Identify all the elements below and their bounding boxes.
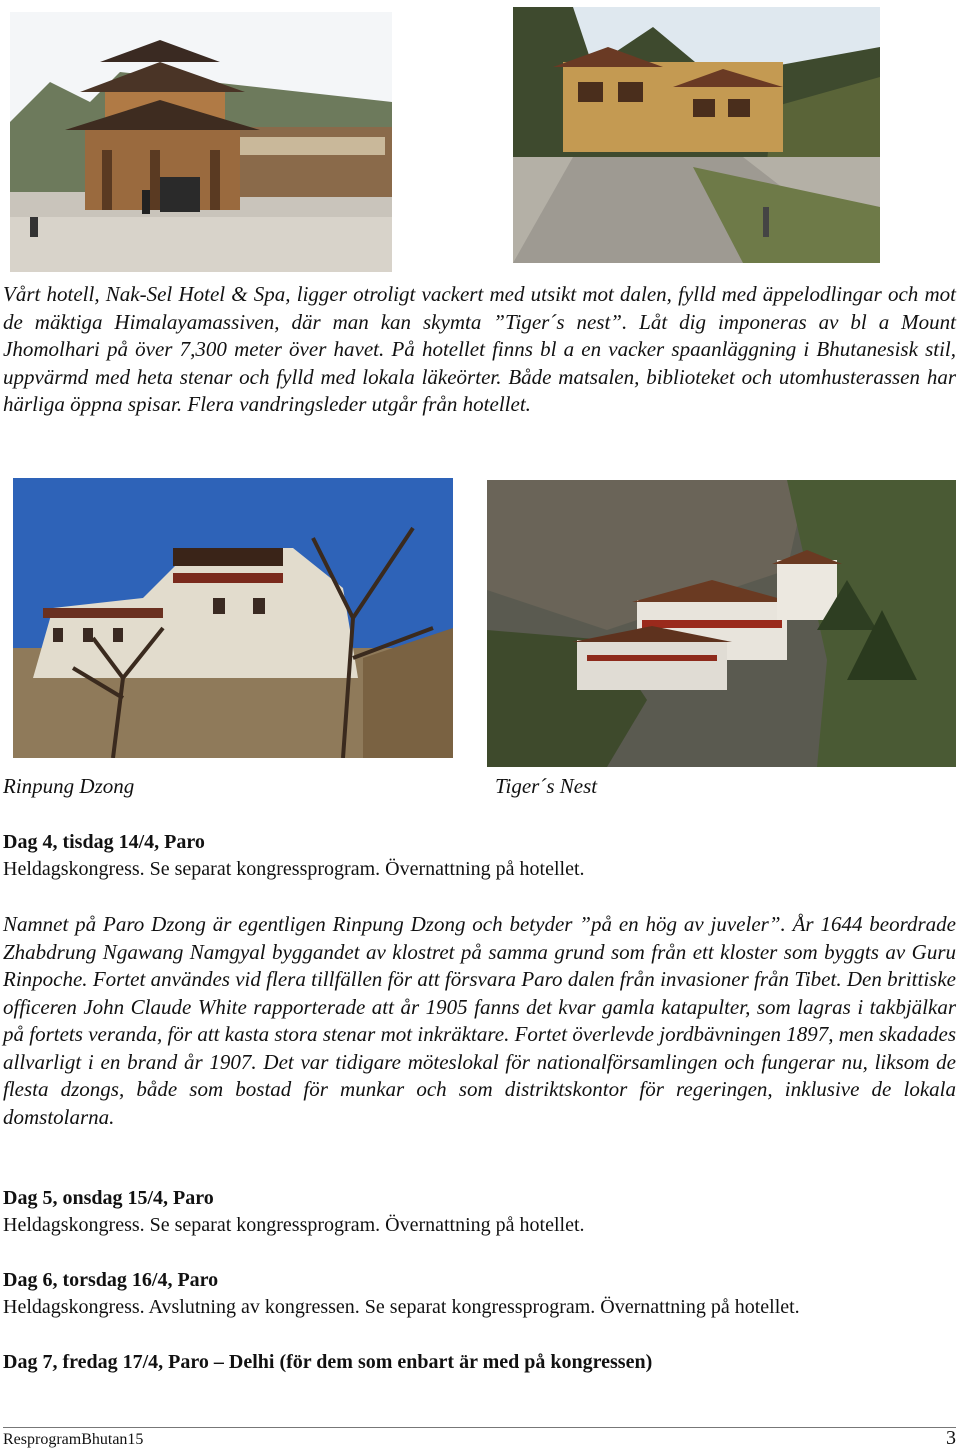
paro-dzong-history-paragraph: Namnet på Paro Dzong är egentligen Rinpung Dzong och betyder ”på en hög av juveler”. År 1644 beordrade Zhabdrung Ngawang Namgyal byggandet av klostret på samma grund som från ett kloster som byggts av Guru Rinpoche. Fortet användes vid flera tillfällen för att försvara Paro dalen från invasioner från Tibet. Den brittiske officeren John Claude White rapporterade att år 1905 fanns det kvar gamla katapulter, som lagras i takbjälkar på fortets veranda, för att kasta stora stenar mot inkräktare. Fortet överlevde jordbävningen 1897, men skadades allvarligt i en brand år 1907. Det var tidigare möteslokal för nationalförsamlingen och fungerar nu, liksom de flesta dzongs, både som bostad för munkar och som distriktskontor för regeringen, inklusive de lokala domstolarna.: [3, 912, 956, 1129]
day5-heading: Dag 5, onsdag 15/4, Paro: [3, 1187, 214, 1209]
rinpung-dzong-photo: [13, 478, 453, 758]
day5-text: Heldagskongress. Se separat kongressprogram. Övernattning på hotellet.: [3, 1214, 585, 1236]
tigers-nest-caption: Tiger´s Nest: [495, 774, 598, 798]
rinpung-dzong-caption: Rinpung Dzong: [3, 774, 135, 798]
day6-text: Heldagskongress. Avslutning av kongressen. Se separat kongressprogram. Övernattning på hotellet.: [3, 1296, 800, 1318]
day4-heading: Dag 4, tisdag 14/4, Paro: [3, 831, 205, 853]
hotel-exterior-photo: [513, 7, 880, 263]
footer-divider: [3, 1427, 956, 1428]
day4-text: Heldagskongress. Se separat kongressprogram. Övernattning på hotellet.: [3, 858, 585, 880]
footer-document-name: ResprogramBhutan15: [3, 1431, 144, 1448]
tigers-nest-photo: [487, 480, 956, 767]
hotel-description-paragraph: Vårt hotell, Nak-Sel Hotel & Spa, ligger otroligt vackert med utsikt mot dalen, fylld med äppelodlingar och mot de mäktiga Himalayamassiven, där man kan skymta ”Tiger´s nest”. Låt dig imponeras av bl a Mount Jhomolhari på över 7,300 meter över havet. På hotellet finns bl a en vacker spaanläggning i Bhutanesisk stil, uppvärmd med heta stenar och fylld med lokala läkeörter. Både matsalen, biblioteket och utomhusterassen har härliga öppna spisar. Flera vandringsleder utgår från hotellet.: [3, 282, 956, 416]
page-number: 3: [946, 1427, 956, 1449]
hotel-entrance-photo: [10, 12, 392, 272]
day6-heading: Dag 6, torsdag 16/4, Paro: [3, 1269, 219, 1291]
day7-heading: Dag 7, fredag 17/4, Paro – Delhi (för dem som enbart är med på kongressen): [3, 1351, 653, 1373]
